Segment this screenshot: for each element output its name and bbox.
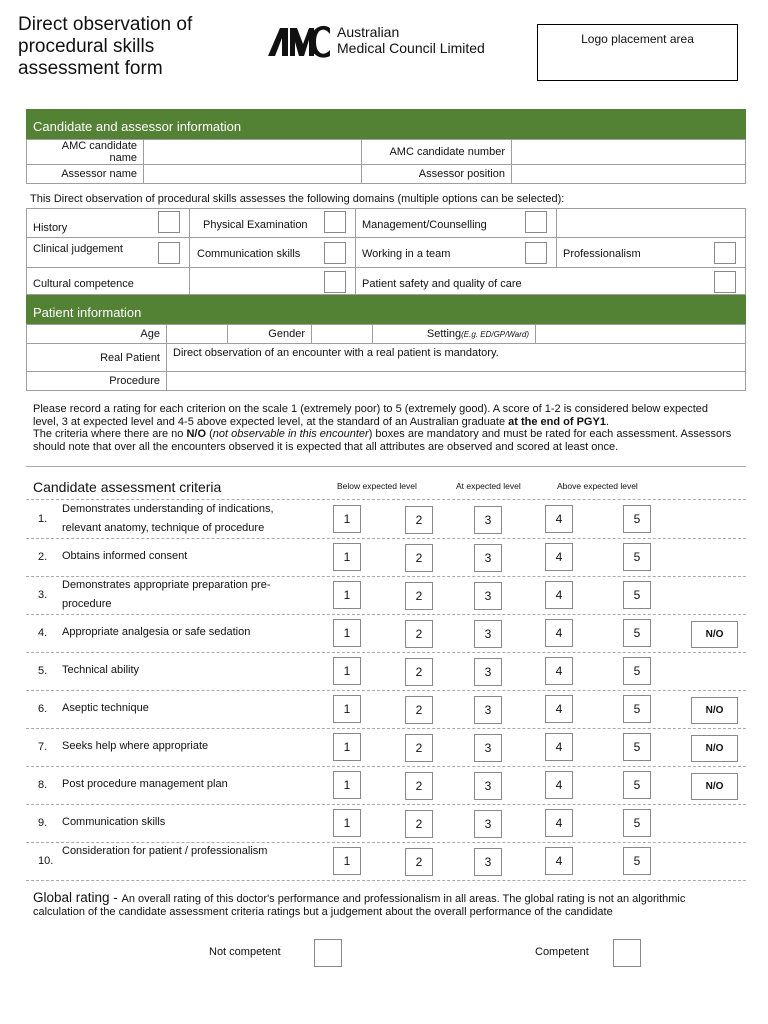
domain-teamwork-label: Working in a team bbox=[362, 248, 451, 260]
rating-box-4[interactable]: 4 bbox=[545, 581, 573, 609]
rating-box-3[interactable]: 3 bbox=[474, 734, 502, 762]
rating-box-1[interactable]: 1 bbox=[333, 619, 361, 647]
age-label: Age bbox=[27, 325, 167, 344]
rating-box-4[interactable]: 4 bbox=[545, 847, 573, 875]
amc-candidate-name-field[interactable] bbox=[144, 140, 362, 165]
amc-logo-icon bbox=[266, 24, 336, 58]
patient-section-heading: Patient information bbox=[26, 295, 746, 325]
assessor-name-field[interactable] bbox=[144, 165, 362, 184]
patient-table bbox=[26, 324, 746, 391]
rating-box-5[interactable]: 5 bbox=[623, 657, 651, 685]
rating-box-1[interactable]: 1 bbox=[333, 847, 361, 875]
rating-box-2[interactable]: 2 bbox=[405, 506, 433, 534]
domains-intro: This Direct observation of procedural skills assesses the following domains (multiple options can be selected): bbox=[30, 193, 565, 205]
not-observable-box[interactable]: N/O bbox=[691, 773, 738, 800]
domain-clinical-judgement-checkbox[interactable] bbox=[158, 242, 180, 264]
rating-box-1[interactable]: 1 bbox=[333, 733, 361, 761]
amc-candidate-number-field[interactable] bbox=[512, 140, 746, 165]
row-divider bbox=[26, 614, 746, 615]
divider bbox=[26, 466, 746, 467]
amc-candidate-number-label: AMC candidate number bbox=[362, 140, 512, 165]
not-observable-box[interactable]: N/O bbox=[691, 697, 738, 724]
criterion-number: 6. bbox=[38, 703, 48, 715]
row-divider bbox=[26, 652, 746, 653]
domain-history-checkbox[interactable] bbox=[158, 211, 180, 233]
procedure-label: Procedure bbox=[27, 372, 167, 391]
row-divider bbox=[26, 538, 746, 539]
amc-candidate-name-label: AMC candidate name bbox=[27, 140, 144, 165]
domain-professionalism-checkbox[interactable] bbox=[714, 242, 736, 264]
rating-box-3[interactable]: 3 bbox=[474, 582, 502, 610]
rating-box-3[interactable]: 3 bbox=[474, 696, 502, 724]
assessor-position-label: Assessor position bbox=[362, 165, 512, 184]
setting-hint: (E.g. ED/GP/Ward) bbox=[461, 330, 529, 339]
instructions-p2c: ) boxes are mandatory and must be rated for each assessment. Assessors should note that over all the encounters observed it is expected that all attributes are observed and scored at least once. bbox=[33, 428, 732, 453]
row-divider bbox=[26, 766, 746, 767]
rating-box-5[interactable]: 5 bbox=[623, 771, 651, 799]
rating-box-5[interactable]: 5 bbox=[623, 619, 651, 647]
domain-patient-safety-checkbox[interactable] bbox=[714, 271, 736, 293]
global-rating bbox=[33, 891, 733, 919]
row-divider bbox=[26, 728, 746, 729]
real-patient-note: Direct observation of an encounter with a real patient is mandatory. bbox=[167, 344, 746, 372]
rating-box-2[interactable]: 2 bbox=[405, 734, 433, 762]
criterion-label: Seeks help where appropriate bbox=[62, 740, 209, 752]
rating-box-4[interactable]: 4 bbox=[545, 505, 573, 533]
rating-box-1[interactable]: 1 bbox=[333, 771, 361, 799]
domain-communication-label: Communication skills bbox=[197, 248, 301, 260]
criterion-number: 1. bbox=[38, 513, 48, 525]
rating-box-3[interactable]: 3 bbox=[474, 810, 502, 838]
criterion-number: 3. bbox=[38, 589, 48, 601]
rating-box-3[interactable]: 3 bbox=[474, 506, 502, 534]
rating-box-2[interactable]: 2 bbox=[405, 658, 433, 686]
domain-cultural-checkbox[interactable] bbox=[324, 271, 346, 293]
rating-box-5[interactable]: 5 bbox=[623, 733, 651, 761]
setting-label: Setting bbox=[426, 328, 462, 340]
criteria-heading: Candidate assessment criteria bbox=[33, 479, 222, 495]
rating-box-3[interactable]: 3 bbox=[474, 620, 502, 648]
domain-communication-checkbox[interactable] bbox=[324, 242, 346, 264]
rating-box-2[interactable]: 2 bbox=[405, 772, 433, 800]
rating-box-3[interactable]: 3 bbox=[474, 544, 502, 572]
domain-professionalism-label: Professionalism bbox=[563, 248, 641, 260]
age-field[interactable] bbox=[167, 325, 228, 344]
domain-physical-exam-label: Physical Examination bbox=[203, 219, 308, 231]
rating-box-1[interactable]: 1 bbox=[333, 505, 361, 533]
rating-box-4[interactable]: 4 bbox=[545, 619, 573, 647]
rating-box-4[interactable]: 4 bbox=[545, 657, 573, 685]
rating-box-2[interactable]: 2 bbox=[405, 848, 433, 876]
procedure-field[interactable] bbox=[167, 372, 746, 391]
setting-field[interactable] bbox=[536, 325, 746, 344]
rating-box-2[interactable]: 2 bbox=[405, 810, 433, 838]
assessor-name-label: Assessor name bbox=[27, 165, 144, 184]
criterion-number: 8. bbox=[38, 779, 48, 791]
domain-clinical-judgement-label: Clinical judgement bbox=[33, 243, 123, 255]
criterion-number: 10. bbox=[38, 855, 54, 867]
rating-box-2[interactable]: 2 bbox=[405, 620, 433, 648]
not-observable-box[interactable]: N/O bbox=[691, 621, 738, 648]
competent-checkbox[interactable] bbox=[613, 939, 641, 967]
gender-label: Gender bbox=[228, 325, 312, 344]
not-competent-label: Not competent bbox=[209, 946, 281, 958]
domain-patient-safety-label: Patient safety and quality of care bbox=[362, 278, 522, 290]
criterion-label: Aseptic technique bbox=[62, 702, 149, 714]
rating-box-4[interactable]: 4 bbox=[545, 809, 573, 837]
rating-box-4[interactable]: 4 bbox=[545, 695, 573, 723]
org-name-line2: Medical Council Limited bbox=[337, 40, 485, 56]
rating-box-5[interactable]: 5 bbox=[623, 809, 651, 837]
rating-box-1[interactable]: 1 bbox=[333, 657, 361, 685]
rating-box-5[interactable]: 5 bbox=[623, 543, 651, 571]
criterion-label: Technical ability bbox=[62, 664, 140, 676]
scale-at-label: At expected level bbox=[456, 481, 521, 491]
org-name-line1: Australian bbox=[337, 24, 400, 40]
row-divider bbox=[26, 690, 746, 691]
criterion-label: Consideration for patient / professionalism bbox=[62, 845, 268, 857]
form-title: Direct observation of procedural skills assessment form bbox=[18, 14, 193, 79]
domain-physical-exam-checkbox[interactable] bbox=[324, 211, 346, 233]
gender-field[interactable] bbox=[312, 325, 373, 344]
domain-cultural-label: Cultural competence bbox=[33, 278, 134, 290]
domain-teamwork-checkbox[interactable] bbox=[525, 242, 547, 264]
criterion-number: 9. bbox=[38, 817, 48, 829]
criterion-number: 7. bbox=[38, 741, 48, 753]
not-observable-box[interactable]: N/O bbox=[691, 735, 738, 762]
criterion-label: Demonstrates appropriate preparation pre-procedure bbox=[62, 579, 271, 610]
org-name bbox=[337, 24, 485, 56]
criterion-number: 4. bbox=[38, 627, 48, 639]
rating-box-1[interactable]: 1 bbox=[333, 695, 361, 723]
criterion-number: 2. bbox=[38, 551, 48, 563]
rating-box-1[interactable]: 1 bbox=[333, 581, 361, 609]
rating-box-2[interactable]: 2 bbox=[405, 544, 433, 572]
competent-label: Competent bbox=[535, 946, 589, 958]
instructions-p2-italic: not observable in this encounter bbox=[212, 428, 369, 440]
instructions-p1-end: . bbox=[605, 415, 610, 428]
domain-management-label: Management/Counselling bbox=[362, 219, 487, 231]
row-divider bbox=[26, 880, 746, 881]
instructions-p2b: ( bbox=[206, 428, 213, 440]
global-rating-heading: Global rating - bbox=[33, 890, 122, 905]
rating-box-5[interactable]: 5 bbox=[623, 847, 651, 875]
scale-below-label: Below expected level bbox=[337, 481, 417, 491]
criterion-label: Demonstrates understanding of indications, relevant anatomy, technique of procedure bbox=[62, 503, 274, 534]
rating-box-3[interactable]: 3 bbox=[474, 848, 502, 876]
global-rating-text: An overall rating of this doctor's performance and professionalism in all areas. The global rating is not an algorithmic calculation of the candidate assessment criteria ratings but a judgement about the overall performance of the candidate bbox=[33, 893, 686, 918]
rating-box-1[interactable]: 1 bbox=[333, 809, 361, 837]
instructions bbox=[33, 403, 733, 453]
rating-box-5[interactable]: 5 bbox=[623, 581, 651, 609]
rating-box-2[interactable]: 2 bbox=[405, 582, 433, 610]
rating-box-5[interactable]: 5 bbox=[623, 505, 651, 533]
criterion-label: Obtains informed consent bbox=[62, 550, 188, 562]
candidate-table bbox=[26, 139, 746, 184]
row-divider bbox=[26, 804, 746, 805]
instructions-p1: Please record a rating for each criterion on the scale 1 (extremely poor) to 5 (extremely good). A score of 1-2 is considered below expected level, 3 at expected level and 4-5 above expected level, at the standard of an Australian graduate bbox=[33, 403, 709, 428]
rating-box-3[interactable]: 3 bbox=[474, 658, 502, 686]
domain-history-label: History bbox=[33, 222, 68, 234]
rating-box-3[interactable]: 3 bbox=[474, 772, 502, 800]
rating-box-4[interactable]: 4 bbox=[545, 771, 573, 799]
criterion-number: 5. bbox=[38, 665, 48, 677]
real-patient-label: Real Patient bbox=[27, 344, 167, 372]
rating-box-4[interactable]: 4 bbox=[545, 543, 573, 571]
logo-placeholder: Logo placement area bbox=[537, 24, 738, 81]
instructions-p1-bold: at the end of PGY1 bbox=[508, 415, 606, 428]
scale-above-label: Above expected level bbox=[557, 481, 638, 491]
criterion-label: Appropriate analgesia or safe sedation bbox=[62, 626, 251, 638]
instructions-p2a: The criteria where there are no bbox=[33, 428, 187, 440]
assessor-position-field[interactable] bbox=[512, 165, 746, 184]
rating-box-4[interactable]: 4 bbox=[545, 733, 573, 761]
instructions-p2-bold: N/O bbox=[186, 428, 207, 440]
rating-box-2[interactable]: 2 bbox=[405, 696, 433, 724]
not-competent-checkbox[interactable] bbox=[314, 939, 342, 967]
rating-box-1[interactable]: 1 bbox=[333, 543, 361, 571]
criterion-label: Post procedure management plan bbox=[62, 778, 228, 790]
criterion-label: Communication skills bbox=[62, 816, 166, 828]
rating-box-5[interactable]: 5 bbox=[623, 695, 651, 723]
candidate-section-heading: Candidate and assessor information bbox=[26, 109, 746, 139]
domain-management-checkbox[interactable] bbox=[525, 211, 547, 233]
